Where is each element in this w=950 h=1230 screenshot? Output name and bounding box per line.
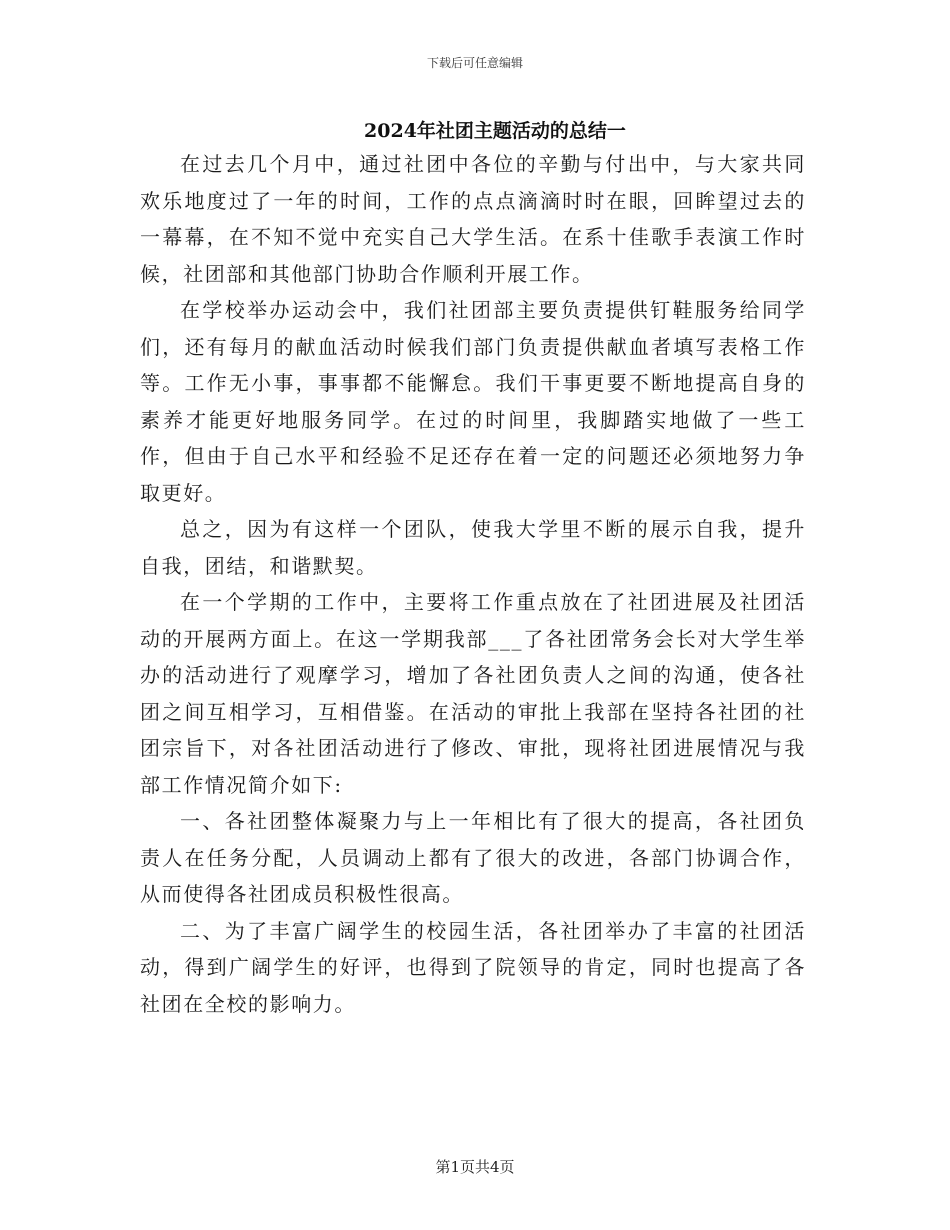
paragraph: 在过去几个月中，通过社团中各位的辛勤与付出中，与大家共同欢乐地度过了一年的时间，工作的点点滴滴时时在眼，回眸望过去的一幕幕，在不知不觉中充实自己大学生活。在系十佳歌手表演工作时候，社团部和其他部门协助合作顺利开展工作。 bbox=[140, 152, 806, 286]
paragraph: 在一个学期的工作中，主要将工作重点放在了社团进展及社团活动的开展两方面上。在这一学期我部___了各社团常务会长对大学生举办的活动进行了观摩学习，增加了各社团负责人之间的沟通，使各社团之间互相学习，互相借鉴。在活动的审批上我部在坚持各社团的社团宗旨下，对各社团活动进行了修改、审批，现将社团进展情况与我部工作情况简介如下: bbox=[140, 590, 806, 797]
header-note: 下载后可任意编辑 bbox=[426, 56, 523, 70]
document-title: 2024年社团主题活动的总结一 bbox=[364, 120, 626, 142]
paragraph: 一、各社团整体凝聚力与上一年相比有了很大的提高，各社团负责人在任务分配，人员调动上都有了很大的改进，各部门协调合作，从而使得各社团成员积极性很高。 bbox=[140, 809, 806, 906]
paragraph: 二、为了丰富广阔学生的校园生活，各社团举办了丰富的社团活动，得到广阔学生的好评，也得到了院领导的肯定，同时也提高了各社团在全校的影响力。 bbox=[140, 918, 806, 1016]
page-indicator: 第1页共4页 bbox=[435, 1158, 515, 1176]
paragraph: 总之，因为有这样一个团队，使我大学里不断的展示自我，提升自我，团结，和谐默契。 bbox=[140, 517, 806, 578]
paragraph: 在学校举办运动会中，我们社团部主要负责提供钉鞋服务给同学们，还有每月的献血活动时候我们部门负责提供献血者填写表格工作等。工作无小事，事事都不能懈怠。我们干事更要不断地提高自身的素养才能更好地服务同学。在过的时间里，我脚踏实地做了一些工作，但由于自己水平和经验不足还存在着一定的问题还必须地努力争取更好。 bbox=[140, 298, 806, 505]
document-body bbox=[140, 146, 806, 1022]
